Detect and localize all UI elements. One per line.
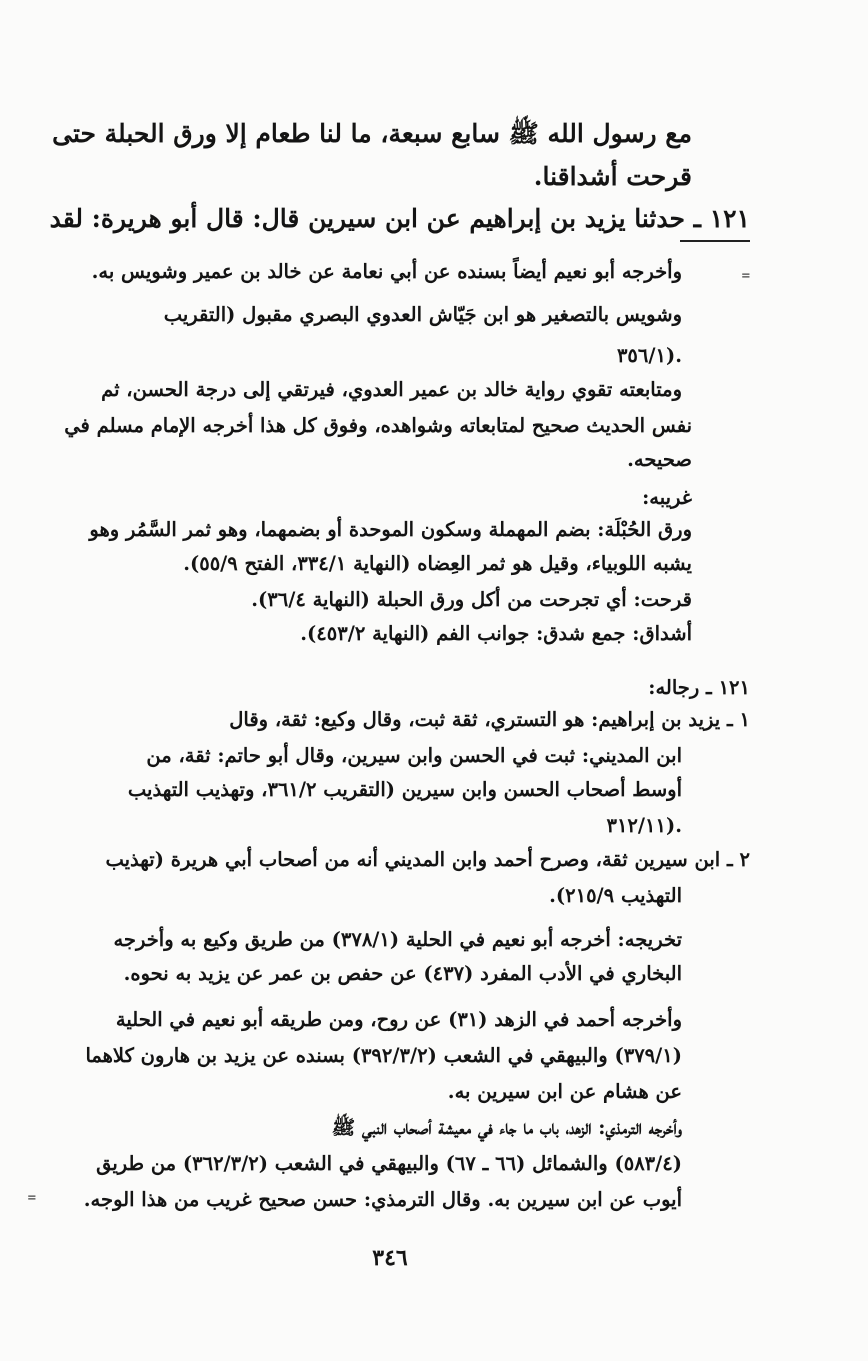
footnote-line: نفس الحديث صحيح لمتابعاته وشواهده، وفوق كل هذا أخرجه الإمام مسلم في: [64, 414, 692, 437]
rijal-line: التهذيب ٢١٥/٩).: [549, 884, 682, 907]
page-number: ٣٤٦: [372, 1245, 408, 1271]
gharib-line: قرحت: أي تجرحت من أكل ورق الحبلة (النهاية ٣٦/٤).: [251, 588, 692, 611]
takhrij-line: وأخرجه أحمد في الزهد (٣١) عن روح، ومن طريقه أبو نعيم في الحلية: [115, 1008, 682, 1031]
gharib-heading: غريبه:: [642, 486, 692, 509]
rijal-line: أوسط أصحاب الحسن وابن سيرين (التقريب ٣٦١/٢، وتهذيب التهذيب: [127, 778, 682, 801]
footnote-line: وأخرجه أبو نعيم أيضاً بسنده عن أبي نعامة عن خالد بن عمير وشويس به.: [91, 260, 682, 283]
gharib-line: ورق الحُبْلَة: بضم المهملة وسكون الموحدة أو بضمهما، وهو ثمر السَّمُر وهو: [89, 518, 692, 541]
main-line-3-hadith-121: ١٢١ ـ حدثنا يزيد بن إبراهيم عن ابن سيرين قال: قال أبو هريرة: لقد: [49, 204, 750, 233]
footnote-line: وشويس بالتصغير هو ابن جَيّاش العدوي البصري مقبول (التقريب: [163, 303, 682, 326]
footnote-line: صحيحه.: [627, 448, 692, 471]
takhrij-line: عن هشام عن ابن سيرين به.: [447, 1080, 682, 1103]
footnote-line: ٣٥٦/١).: [616, 344, 682, 367]
main-line-1: مع رسول الله ﷺ سابع سبعة، ما لنا طعام إلا ورق الحبلة حتى: [52, 119, 692, 148]
takhrij-line: (٣٧٩/١) والبيهقي في الشعب (٣٩٢/٣/٢) بسنده عن يزيد بن هارون كلاهما: [85, 1044, 682, 1067]
rijal-line: ٢ ـ ابن سيرين ثقة، وصرح أحمد وابن المديني أنه من أصحاب أبي هريرة (تهذيب: [105, 848, 750, 871]
rijal-line: ٣١٢/١١).: [606, 814, 682, 837]
gharib-line: أشداق: جمع شدق: جوانب الفم (النهاية ٤٥٣/٢).: [300, 622, 692, 645]
takhrij-line: أيوب عن ابن سيرين به. وقال الترمذي: حسن صحيح غريب من هذا الوجه.: [83, 1188, 682, 1211]
hadith-number-underline: [680, 240, 750, 242]
takhrij-line: وأخرجه الترمذي: الزهد، باب ما جاء في معيشة أصحاب النبي ﷺ: [331, 1116, 682, 1139]
continuation-marker-bottom: =: [27, 1190, 36, 1206]
takhrij-line: تخريجه: أخرجه أبو نعيم في الحلية (٣٧٨/١) من طريق وكيع به وأخرجه: [113, 928, 682, 951]
takhrij-line: (٥٨٣/٤) والشمائل (٦٦ ـ ٦٧) والبيهقي في الشعب (٣٦٢/٣/٢) من طريق: [96, 1152, 682, 1175]
takhrij-line: البخاري في الأدب المفرد (٤٣٧) عن حفص بن عمر عن يزيد به نحوه.: [123, 962, 682, 985]
continuation-marker-top: =: [741, 268, 750, 284]
gharib-line: يشبه اللوبياء، وقيل هو ثمر العِضاه (النهاية ٣٣٤/١، الفتح ٥٥/٩).: [183, 552, 692, 575]
rijal-line: ١ ـ يزيد بن إبراهيم: هو التستري، ثقة ثبت، وقال وكيع: ثقة، وقال: [229, 708, 750, 731]
main-line-2: قرحت أشداقنا.: [533, 162, 692, 191]
footnote-line: ومتابعته تقوي رواية خالد بن عمير العدوي، فيرتقي إلى درجة الحسن، ثم: [101, 378, 682, 401]
rijal-heading: ١٢١ ـ رجاله:: [648, 676, 750, 699]
rijal-line: ابن المديني: ثبت في الحسن وابن سيرين، وقال أبو حاتم: ثقة، من: [146, 744, 682, 767]
